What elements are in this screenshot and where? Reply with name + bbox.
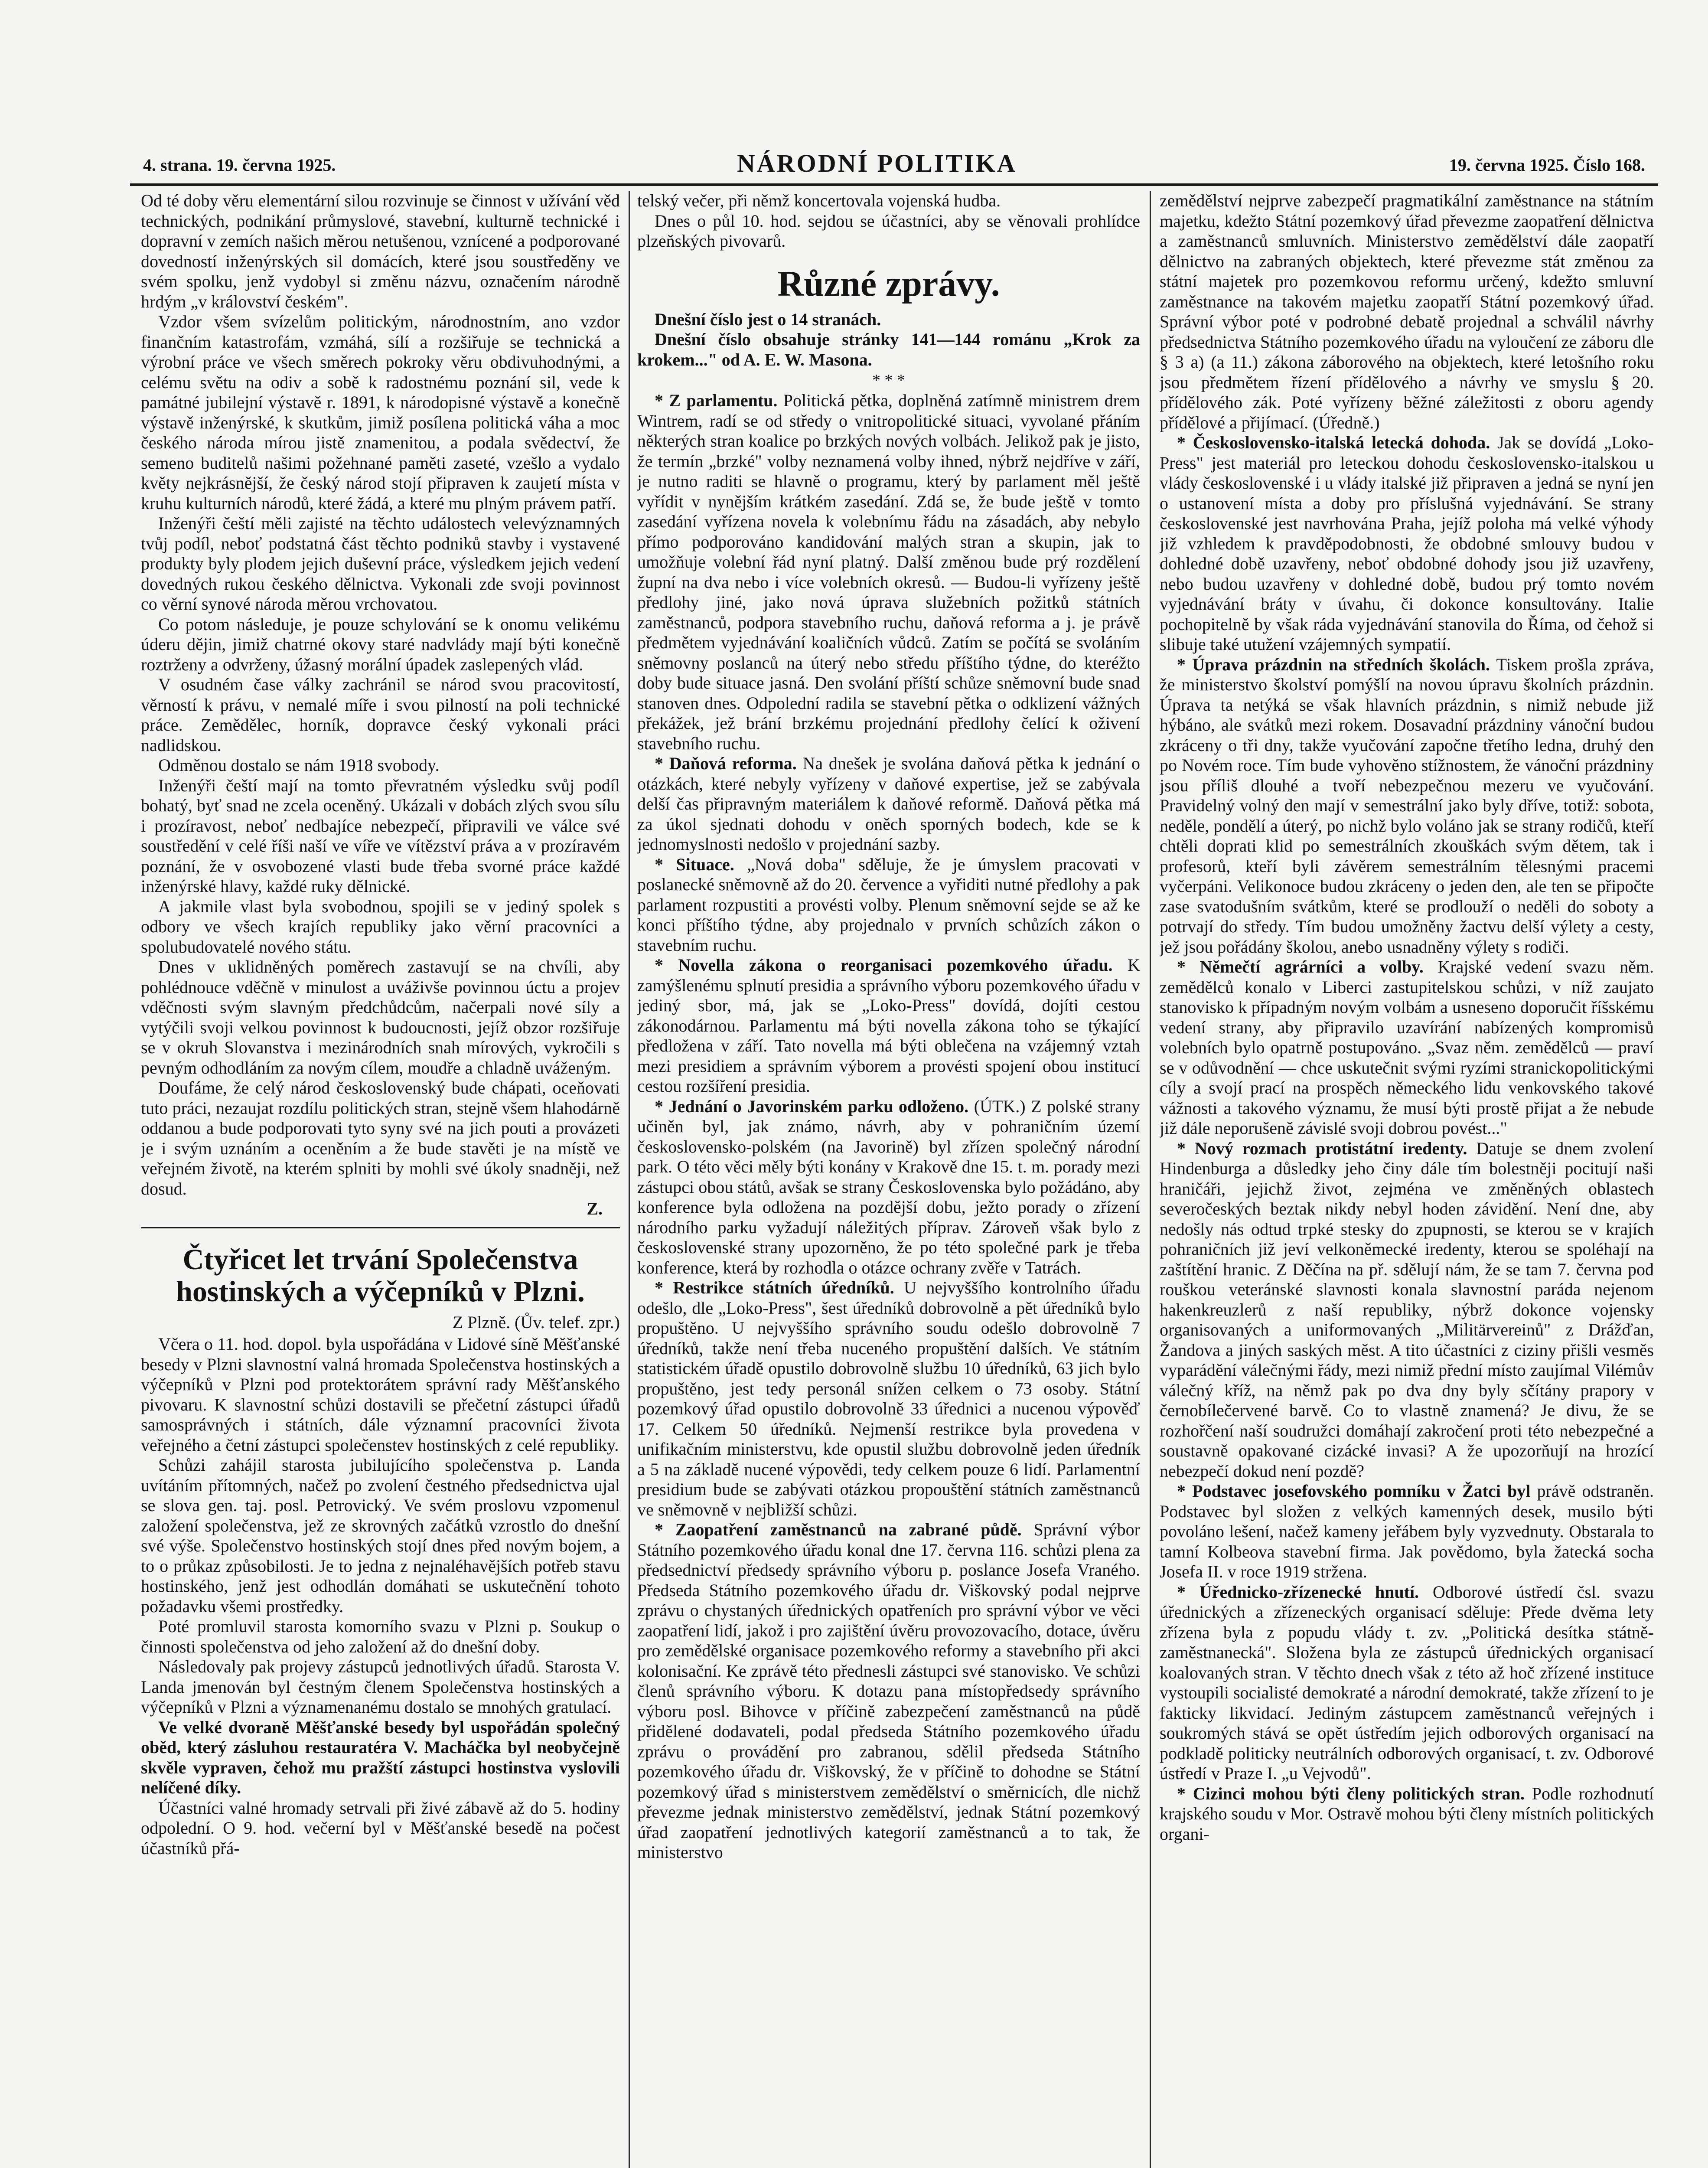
column-1 [141,191,620,2168]
news-heading: * Nový rozmach protistátní iredenty. [1177,1138,1467,1158]
news-heading: * Novella zákona o reorganisaci pozemkového úřadu. [655,955,1113,975]
paragraph: A jakmile vlast byla svobodnou, spojili se v jediný spolek s odbory ve všech krajích republiky jako věrní pracovníci a spolubudovatelé nového státu. [141,896,620,957]
news-heading: * Jednání o Javorinském parku odloženo. [655,1096,969,1116]
paragraph: Vzdor všem svízelům politickým, národnostním, ano vzdor finančním katastrofám, vzmáhá, sílí a rozšiřuje se technická a výrobní práce ve všech směrech pokroky věru obdivuhodnými, a celému světu na odiv a sobě k radostnému poznání sil, vede k památné jubilejní výstavě r. 1891, k národopisné výstavě a konečně výstavě inženýrské, k skutkům, jimiž posílena politická váha a moc českého národa mírou jistě znamenitou, a podala svědectví, že semeno buditelů našimi požehnané paměti zaseté, vzešlo a vydalo květy nejkrásnější, že český národ stojí připraven k zaujetí místa v kruhu kulturních národů, které žádá, a které mu plným právem patří. [141,312,620,513]
paragraph: Dnes v uklidněných poměrech zastavují se na chvíli, aby pohlédnouce vděčně v minulost a uváživše povinnou úctu a projev vděčnosti svým slavným předchůdcům, načerpali nové síly a vytýčili svoji velkou povinnost k budoucnosti, jejíž obzor rozšiřuje se v okruh Slovanstva i mezinárodních snah mírových, vykročili s pevným odhodláním za novým cílem, moudře a chladně uváženým. [141,957,620,1077]
news-text: Na dnešek je svolána daňová pětka k jednání o otázkách, které nebyly vyřízeny v daňové expertise, jež se zabývala delší čas připravným materiálem k daňové reformě. Daňová pětka má za úkol sjednati dohodu v oněch sporných bodech, kde se k jednomyslnosti nedošlo v projednání sazby. [637,754,1140,854]
header-masthead: NÁRODNÍ POLITIKA [737,149,1017,177]
news-text: Podle rozhodnutí krajského soudu v Mor. Ostravě mohou býti členy místních politických organi- [1160,1783,1654,1844]
header-page-date: 4. strana. 19. června 1925. [143,155,336,175]
news-text: právě odstraněn. Podstavec byl složen z velkých kamenných desek, musilo býti povoláno lešení, načež kameny jeřábem byly vyzvednuty. Obstarala to tamní Kolbeova stavební firma. Jak povědomo, byla žatecká socha Josefa II. v roce 1919 stržena. [1160,1481,1654,1581]
news-heading: * Podstavec josefovského pomníku v Žatci byl [1177,1481,1531,1501]
dateline: Z Plzně. (Ův. telef. zpr.) [452,1312,620,1332]
paragraph: Dnes o půl 10. hod. sejdou se účastníci, aby se věnovali prohlídce plzeňských pivovarů. [637,211,1140,251]
news-text: U nejvyššího kontrolního úřadu odešlo, dle „Loko-Press", šest úředníků dobrovolně a pět úředníků bylo propuštěno. U nejvyššího správního soudu odešlo dobrovolně 7 úředníků, takže není třeba nuceného propuštění dalších. Ve státním statistickém úřadě opustilo dobrovolně službu 10 úředníků, 63 jich bylo propuštěno, jest tedy personál snížen celkem o 73 osoby. Státní pozemkový úřad opustilo dobrovolně 33 úřednici a nucenou výpověď 17. Celkem 50 úředníků. Nejmenší restrikce byla provedena v unifikačním ministerstvu, kde opustil službu dobrovolně jeden úředník a 5 na základě nucené výpovědi, tedy celkem pouze 6 lidí. Parlamentní presidium bude se zabývati otázkou propouštění státních zaměstnanců ve sněmovně v nejbližší schůzi. [637,1278,1140,1519]
news-heading: * Daňová reforma. [655,754,797,773]
news-heading: * Restrikce státních úředníků. [655,1278,894,1297]
news-text: Tiskem prošla zpráva, že ministerstvo školství pomýšlí na novou úpravu školních prázdnin. Úprava ta netýká se však hlavních prázdnin, s nimiž nebude již hýbáno, ale svátků mezi rokem. Dosavadní prázdniny vánoční budou zkráceny o tři dny, takže vyučování započne třetího ledna, druhý den po Novém roce. Tím bude vyhověno stížnostem, že vánoční prázdniny jsou příliš dlouhé a tvoří nebezpečnou mezeru ve vyučování. Pravidelný volný den mají v semestrální jako byly dříve, totiž: sobota, neděle, pondělí a úterý, po nichž bylo voláno jak se strany rodičů, kteří chtěli doprati klid po semestrálních zkouškách svým dětem, tak i profesorů, kteří byli závěrem semestrálním tělesnými pracemi vyčerpáni. Velikonoce budou zkráceny o jeden den, ale ten se připočte zase svatodušním svátkům, které se prodlouží o neděli do soboty a potrvají do středy. Tím budou umožněny žactvu delší výlety a cesty, jež jsou pořádány školou, anebo usnadněny výlety s rodiči. [1160,654,1654,957]
paragraph: V osudném čase války zachránil se národ svou pracovitostí, věrností k právu, v nemalé míře i svou pilností na poli technické práce. Zemědělec, horník, dopravce český vykonali práci nadlidskou. [141,675,620,755]
paragraph: Včera o 11. hod. dopol. byla uspořádána v Lidové síně Měšťanské besedy v Plzni slavnostní valná hromada Společenstva hostinských a výčepníků v Plzni pod protektorátem správní rady Měšťanského pivovaru. K slavnostní schůzi dostavili se přečetní zástupci úřadů samosprávných i státních, dále významní pracovníci života veřejného a četní zástupci společenstev hostinských z celé republiky. [141,1334,620,1455]
separator-stars: * * * [872,371,905,389]
page-header [130,145,1658,184]
paragraph: Poté promluvil starosta komorního svazu v Plzni p. Soukup o činnosti společenstva od jeho založení až do dnešní doby. [141,1616,620,1656]
column-divider-2 [1150,191,1151,2168]
paragraph: Inženýři čeští měli zajisté na těchto událostech velevýznamných tvůj podíl, neboť podstatná část těchto podniků stavby i vystavené produkty byly plodem jejich duševní práce, výsledkem jejich vedení dovedných rukou českého dělnictva. Vykonali zde svoji povinnost co věrní synové národa měrou vrchovatou. [141,513,620,614]
issue-note: Dnešní číslo obsahuje stránky 141—144 románu „Krok za krokem..." od A. E. W. Masona. [637,330,1140,369]
news-text: Politická pětka, doplněná zatímně ministrem drem Wintrem, radí se od středy o vnitropolitické situaci, vyvolané přáním některých stran koalice po brzkých nových volbách. Jelikož pak je jisto, že termín „brzké" volby neznamená volby ihned, nýbrž nejdříve v září, je nutno raditi se hlavně o programu, který by parlament měl ještě vyřídit v nynějším krátkém zasedání. Zdá se, že bude ještě v tomto zasedání vyřízena novela k volebnímu řádu na zásadách, aby nebylo přímo podporováno kandidování malých stran a skupin, jak to umožňuje volební řád nyní platný. Další změnou bude prý rozdělení župní na dva nebo i více volebních okresů. — Budou-li vyřízeny ještě předlohy jiné, jako nová úprava služebních požitků státních zaměstnanců, podpora stavebního ruchu, daňová reforma a j. je právě předmětem vyjednávání koaličních vůdců. Zatím se počítá se svoláním sněmovny poslanců na úterý nebo středu příštího týdne, do kteréžto doby bude situace jasná. Den svolání příští schůze sněmovní bude snad stanoven dnes. Odpolední radila se stavební pětka o odklizení vážných překážek, jež brání brzkému projednání předlohy čelící k oživení stavebního ruchu. [637,391,1140,753]
news-heading: * Československo-italská letecká dohoda. [1177,433,1490,452]
header-rule [130,183,1658,186]
article-divider [141,1227,620,1228]
paragraph: Schůzi zahájil starosta jubilujícího společenstva p. Landa uvítáním přítomných, načež po zvolení čestného předsednictva ujal se slova gen. taj. posl. Petrovický. Ve svém proslovu vzpomenul založení společenstva, jež ze skrovných začátků vzrostlo do dnešní své výše. Společenstvo hostinských stojí dnes před novým bojem, a to o průkaz způsobilosti. Je to jedna z nejnaléhavějších potřeb stavu hostinského, jenž jest odhodlán domáhati se uskutečnění tohoto požadavku všemi prostředky. [141,1455,620,1616]
paragraph: Ve velké dvoraně Měšťanské besedy byl uspořádán společný oběd, který zásluhou restauratéra V. Macháčka byl neobyčejně skvěle vypraven, čehož mu pražští zástupci hostinstva vyslovili nelíčené díky. [141,1717,620,1797]
news-heading: * Němečtí agrárníci a volby. [1177,957,1424,976]
news-heading: * Úprava prázdnin na středních školách. [1177,654,1490,674]
column-divider-1 [629,191,630,2168]
news-heading: * Zaopatření zaměstnanců na zabrané půdě. [655,1520,1022,1539]
column-3 [1160,191,1654,2168]
paragraph: Od té doby věru elementární silou rozvinuje se činnost v užívání věd technických, podnikání průmyslové, stavební, kulturně technické i dopravní v zemích našich měrou netušenou, vznícené a podporované dovedností inženýrských sil domácích, které jsou soustředěny ve svém spolku, jenž vydobyl si změnu názvu, označením národně hrdým „v království českém". [141,191,620,311]
article-signature: Z. [587,1199,603,1218]
paragraph: telský večer, při němž koncertovala vojenská hudba. [637,191,1001,210]
news-heading: * Úřednicko-zřízenecké hnutí. [1177,1582,1419,1602]
news-heading: * Z parlamentu. [655,391,778,410]
news-text: Krajské vedení svazu něm. zemědělců konalo v Liberci zastupitelskou schůzi, v níž zaujato stanovisko k případným novým volbám a usneseno doporučit říšskému vedení strany, aby připravilo uzavírání nabízených kompromisů volebních bylo opatrně postupováno. „Svaz něm. zemědělců — praví se v odůvodnění — chce uskutečnit svými ryzími stranickopolitickými cíly a svojí prací na prospěch německého lidu venkovského takové vážnosti a takového významu, že musí býti prostě přijat a že nebude již dále neporušeně závislé svoji dobrou povést..." [1160,957,1654,1138]
news-heading: * Cizinci mohou býti členy politických stran. [1177,1783,1525,1803]
paragraph: Následovaly pak projevy zástupců jednotlivých úřadů. Starosta V. Landa jmenován byl čestným členem Společenstva hostinských a výčepníků v Plzni a významenanému dostalo se mnohých gratulací. [141,1657,620,1717]
news-heading: * Situace. [655,854,734,874]
news-text: (ÚTK.) Z polské strany učiněn byl, jak známo, návrh, aby v pohraničním území československo-polském (na Javorině) byl zřízen společný národní park. O této věci měly býti konány v Krakově dne 15. t. m. porady mezi zástupci obou států, avšak se strany Československa bylo požádáno, aby konference byla odložena na pozdější dobu, ježto porady o zřízení národního parku vyžadují náležitých příprav. Zároveň však bylo z československé strany upozorněno, že po této společné park je třeba konference, která by rozhodla o otázce ochrany zvěře v Tatrách. [637,1096,1140,1277]
paragraph: zemědělství nejprve zabezpečí pragmatikální zaměstnance na státním majetku, kdežto Státní pozemkový úřad převezme zaopatření dělnictva a zaměstnanců smluvních. Ministerstvo zemědělství dále zaopatří dělnictvo na zabraných objektech, které převezme stát změnou za státní majetek pro pozemkovou reformu určený, kdežto smluvní zaměstnance na takovém majetku zaopatří Státní pozemkový úřad. Správní výbor poté v podrobné debatě projednal a schválil návrhy předsednictva Státního pozemkového úřadu na vyloučení ze záboru dle § 3 a) (a 11.) zákona záborového na objektech, které letošního roku jsou předmětem řízení přídělového a návrhy ve smyslu § 20. přídělového zák. Poté vyřízeny běžné záležitosti z oboru agendy přídělové a přijímací. (Úředně.) [1160,191,1654,432]
header-issue-date: 19. června 1925. Číslo 168. [1449,155,1645,175]
section-headline: Různé zprávy. [777,263,1000,304]
news-text: Datuje se dnem zvolení Hindenburga a důsledky jeho činy dále tím bolestněji pocitují naši hraničáři, jejichž život, zejména ve změněných oblastech severočeských beztak nikdy nebyl hoden závidění. Není dne, aby nedošly nás odtud trpké stesky do zpupnosti, se kterou se v krajích pohraničních již jeví velkoněmecké iredenty, kterou se spoléhají na zaštítění hranic. Z Děčína na př. sdělují nám, že se tam 7. června pod rouškou veteránské slavnosti konala slavnostní paráda nejenom hakenkreuzlerů z naší republiky, nýbrž dokonce vojensky organisovaných a uniformovaných „Militärvereinů" z Drážďan, Žandova a jiných saských měst. A tito účastníci z ciziny přišli vesměs vyparádění válečnými řády, mezi nimiž přední místo zaujímal Vilémův válečný kříž, na němž pak po dva dny byly sčítány prapory v černobílečervené barvě. Co to vlastně znamená? Je divu, že se rozhořčení naší soudružci domáhají zakročení proti této nebezpečné a soustavně opakované cizácké invasi? A že upozorňují na hrozící nebezpečí dokud není pozdě? [1160,1138,1654,1481]
news-text: Jak se dovídá „Loko-Press" jest materiál pro leteckou dohodu československo-italskou u vlády československé i u vlády italské již připraven a jedná se nyní jen o ustanovení místa a doby pro příslušná vyjednávání. Se strany československé jest navrhována Praha, jejíž poloha má velké výhody již vzhledem k pravděpodobnosti, že obdobné smlouvy budou v dohledné době uzavřeny, neboť obdobné dohody jsou již uzavřeny, nebo budou uzavřeny v dohledné době, budou prý tomto novém vyjednávání bráty v úvahu, či dokonce konsultovány. Italie pochopitelně by však ráda vyjednávání stanovila do Říma, od čehož si slibuje také utužení vzájemných sympatií. [1160,433,1654,654]
paragraph: Účastníci valné hromady setrvali při živé zábavě až do 5. hodiny odpolední. O 9. hod. večerní byl v Měšťanské besedě na počest účastníků přá- [141,1798,620,1858]
column-2 [637,191,1140,2168]
paragraph: Inženýři čeští mají na tomto převratném výsledku svůj podíl bohatý, byť snad ne zcela oceněný. Ukázali v dobách zlých svou sílu i prozíravost, neboť nedbajíce nebezpečí, připravili ve válce své soustředění v celé říši naší ve víře ve vítězství práva a v prozíravém poznání, že v osvobozené vlasti bude třeba svorné práce každé inženýrské hlavy, každé ruky dělnické. [141,775,620,896]
news-text: Správní výbor Státního pozemkového úřadu konal dne 17. června 116. schůzi plena za předsednictví předsedy správního výboru p. poslance Josefa Vraného. Předseda Státního pozemkového úřadu dr. Viškovský podal nejprve zprávu o chystaných úřednických opatřeních pro správní výbor ve věci zaopatření lidí, jakož i pro zajištění úvěru provozovacího, dotace, úvěru pro zemědělské organisace pozemkového reformy a stavebního při akci kolonisační. Ke zprávě této přednesli zástupci své stanovisko. Ve schůzi členů správního výboru. K dotazu pana místopředsedy správního výboru posl. Bihovce v příčině zabezpečení zaměstnanců na půdě přidělené dodavateli, podal předseda Státního pozemkového úřadu zprávu o provádění pro zabranou, sdělil předseda Státního pozemkového úřadu dr. Viškovský, že v příčině to dohodne se Státní pozemkový úřad s ministerstvem zemědělství o směrnicích, dle nichž převezme jednak ministerstvo zemědělství, jednak Státní pozemkový úřad zaopatření jednotlivých kategorií zaměstnanců a to tak, že ministerstvo [637,1520,1140,1862]
paragraph: Doufáme, že celý národ československý bude chápati, oceňovati tuto práci, nezaujat rozdílu politických stran, stejně všem hlahodárně oddanou a bude podporovati tyto syny své na jich pouti a provázeti je i svým uznáním a oceněním a že bude stavěti je na místě ve veřejném životě, na kterém splniti by mohli své úkoly snadněji, než dosud. [141,1078,620,1198]
issue-note: Dnešní číslo jest o 14 stranách. [655,309,881,329]
paragraph: Odměnou dostalo se nám 1918 svobody. [158,755,440,775]
news-text: „Nová doba" sděluje, že je úmyslem pracovati v poslanecké sněmovně až do 20. července a vyřiditi nutné předlohy a pak parlament rozpustiti a provésti volby. Plenum sněmovní sejde se až ke konci příštího týdne, aby projednalo v prvních schůzích zákon o stavebním ruchu. [637,854,1140,955]
news-text: K zamýšlenému splnutí presidia a správního výboru pozemkového úřadu v jediný sbor, má, jak se „Loko-Press" dovídá, dojíti cestou zákonodárnou. Parlamentu má býti novella zákona toho se týkající předložena v září. Tato novella má býti oblečena na vzájemný vztah mezi presidiem a správním výborem a provésti spojení obou institucí cestou rozšíření presidia. [637,955,1140,1096]
article-headline: Čtyřicet let trvání Společenstva hostinských a výčepníků v Plzni. [176,1242,585,1308]
paragraph: Co potom následuje, je pouze schylování se k onomu velikému úderu dějin, jimiž chatrné okovy staré nadvlády mají býti konečně roztrženy a odvrženy, úžasný morální úpadek zaslepených vlád. [141,614,620,674]
news-text: Odborové ústředí čsl. svazu úřednických a zřízeneckých organisací sděluje: Přede dvěma lety zřízena byla z popudu vlády t. zv. „Politická desítka státně-zaměstnanecká". Složena byla ze zástupců úřednických organisací koalovaných stran. V těchto dnech však z této až hoč zřízené instituce vystoupili socialisté demokraté a národní demokraté, takže zřízení to je fakticky likvidací. Jediným zástupcem zaměstnanců veřejných i soukromých stává se opět ústředím jejich odborových organisací na podkladě politicky neutrálních odborových organisací, t. zv. Odborové ústředí v Praze I. „u Vejvodů". [1160,1582,1654,1783]
